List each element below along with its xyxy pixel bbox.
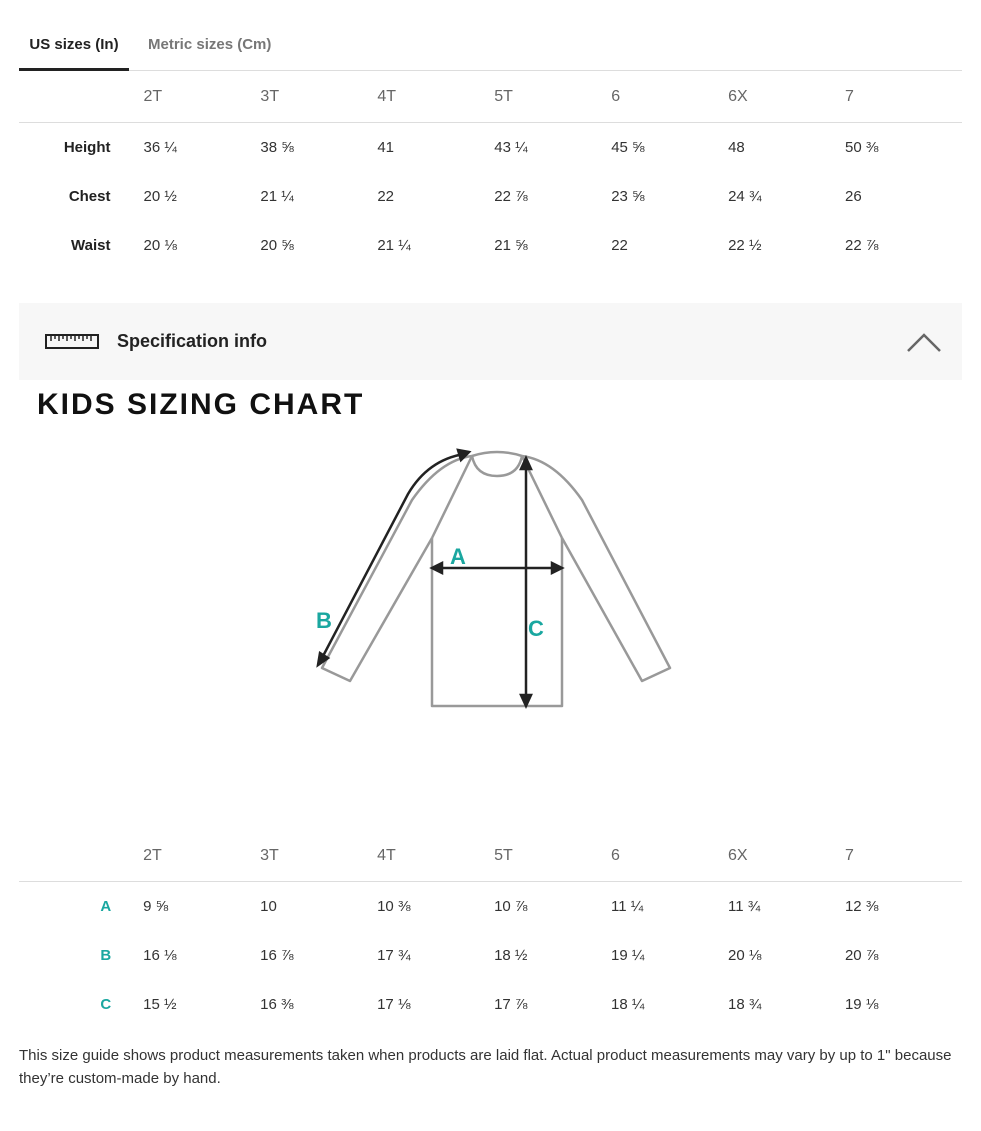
size-header-3t: 3T bbox=[260, 830, 377, 882]
size-header-row bbox=[19, 71, 962, 123]
garment-measurement-diagram bbox=[300, 440, 690, 720]
size-header-6x: 6X bbox=[728, 71, 845, 123]
label-b: B bbox=[316, 608, 332, 633]
table-cell: 20 ⅞ bbox=[844, 947, 879, 964]
table-cell: 15 ½ bbox=[143, 996, 177, 1013]
size-guide-footnote: This size guide shows product measurements taken when products are laid flat. Actual product measurements may vary by up to 1" because they’re custom-made by hand. bbox=[19, 1047, 952, 1087]
arrowhead bbox=[318, 653, 328, 665]
size-header-2t: 2T bbox=[144, 71, 261, 123]
row-label-c: C bbox=[100, 996, 112, 1013]
header-blank-cell bbox=[19, 830, 143, 882]
size-header-5t: 5T bbox=[494, 830, 611, 882]
tab-metric-sizes[interactable]: Metric sizes (Cm) bbox=[148, 36, 272, 53]
size-header-3t: 3T bbox=[260, 71, 377, 123]
table-cell: 26 bbox=[845, 188, 862, 205]
size-header-6: 6 bbox=[611, 830, 728, 882]
table-cell: 16 ⅞ bbox=[260, 947, 294, 964]
table-cell: 19 ⅛ bbox=[844, 996, 879, 1013]
table-row bbox=[19, 221, 962, 270]
table-cell: 18 ¾ bbox=[727, 996, 762, 1013]
arrowhead bbox=[521, 695, 531, 706]
table-cell: 17 ¾ bbox=[377, 947, 411, 964]
size-header-2t: 2T bbox=[143, 830, 260, 882]
table-cell: 36 ¼ bbox=[143, 139, 177, 156]
size-header-6: 6 bbox=[611, 71, 728, 123]
size-header-4t: 4T bbox=[377, 71, 494, 123]
table-cell: 38 ⅝ bbox=[260, 139, 294, 156]
table-cell: 22 bbox=[377, 188, 395, 205]
us-size-table bbox=[19, 71, 962, 270]
table-row bbox=[19, 123, 962, 173]
table-cell: 18 ¼ bbox=[611, 996, 645, 1013]
row-label-b: B bbox=[100, 947, 112, 964]
table-cell: 11 ¼ bbox=[611, 898, 644, 915]
table-cell: 41 bbox=[377, 139, 395, 156]
row-label-height: Height bbox=[63, 139, 111, 156]
table-cell: 21 ⅝ bbox=[494, 237, 528, 254]
table-cell: 10 bbox=[260, 898, 277, 915]
spec-measurement-table bbox=[19, 830, 962, 1029]
table-cell: 43 ¼ bbox=[494, 139, 528, 156]
table-cell: 10 ⅞ bbox=[494, 898, 528, 915]
table-cell: 17 ⅞ bbox=[494, 996, 528, 1013]
size-header-4t: 4T bbox=[377, 830, 494, 882]
table-cell: 20 ⅝ bbox=[260, 237, 294, 254]
label-a: A bbox=[450, 544, 466, 569]
table-cell: 21 ¼ bbox=[260, 188, 294, 205]
table-cell: 23 ⅝ bbox=[611, 188, 645, 205]
table-cell: 22 ⅞ bbox=[494, 188, 528, 205]
row-label-chest: Chest bbox=[68, 188, 111, 205]
kids-sizing-chart-heading: KIDS SIZING CHART bbox=[37, 388, 365, 421]
table-cell: 20 ⅛ bbox=[143, 237, 177, 254]
table-cell: 20 ½ bbox=[143, 188, 177, 205]
table-cell: 50 ⅜ bbox=[845, 139, 879, 156]
table-cell: 22 ½ bbox=[728, 237, 762, 254]
table-cell: 9 ⅝ bbox=[143, 898, 169, 915]
row-label-a: A bbox=[100, 898, 112, 915]
table-cell: 10 ⅜ bbox=[377, 898, 411, 915]
arrowhead bbox=[432, 563, 442, 573]
table-row bbox=[19, 980, 962, 1029]
table-row bbox=[19, 172, 962, 221]
table-cell: 18 ½ bbox=[494, 947, 528, 964]
size-header-5t: 5T bbox=[494, 71, 611, 123]
specification-info-title: Specification info bbox=[117, 331, 268, 351]
table-cell: 22 bbox=[611, 237, 628, 254]
table-cell: 11 ¾ bbox=[727, 898, 761, 915]
table-cell: 48 bbox=[728, 139, 745, 156]
chevron-up-icon[interactable] bbox=[906, 330, 942, 354]
table-cell: 16 ⅜ bbox=[260, 996, 294, 1013]
table-row bbox=[19, 882, 962, 932]
arrowhead bbox=[458, 450, 469, 460]
size-header-7: 7 bbox=[845, 830, 962, 882]
table-cell: 24 ¾ bbox=[728, 188, 762, 205]
raglan-shirt-outline bbox=[322, 452, 670, 706]
label-c: C bbox=[528, 616, 544, 641]
header-blank-cell bbox=[19, 71, 144, 123]
size-header-row bbox=[19, 830, 962, 882]
row-label-waist: Waist bbox=[71, 237, 111, 254]
ruler-icon bbox=[45, 334, 99, 349]
table-cell: 45 ⅝ bbox=[611, 139, 645, 156]
table-row bbox=[19, 931, 962, 980]
size-header-6x: 6X bbox=[728, 830, 845, 882]
size-unit-tabs bbox=[19, 22, 962, 71]
table-cell: 16 ⅛ bbox=[143, 947, 177, 964]
table-cell: 12 ⅜ bbox=[844, 898, 879, 915]
tab-us-sizes[interactable]: US sizes (In) bbox=[19, 22, 129, 71]
size-header-7: 7 bbox=[845, 71, 962, 123]
arrowhead bbox=[552, 563, 562, 573]
table-cell: 20 ⅛ bbox=[727, 947, 762, 964]
table-cell: 22 ⅞ bbox=[845, 237, 879, 254]
table-cell: 17 ⅛ bbox=[377, 996, 411, 1013]
specification-info-panel[interactable] bbox=[19, 303, 962, 380]
table-cell: 19 ¼ bbox=[611, 947, 645, 964]
table-cell: 21 ¼ bbox=[377, 237, 411, 254]
